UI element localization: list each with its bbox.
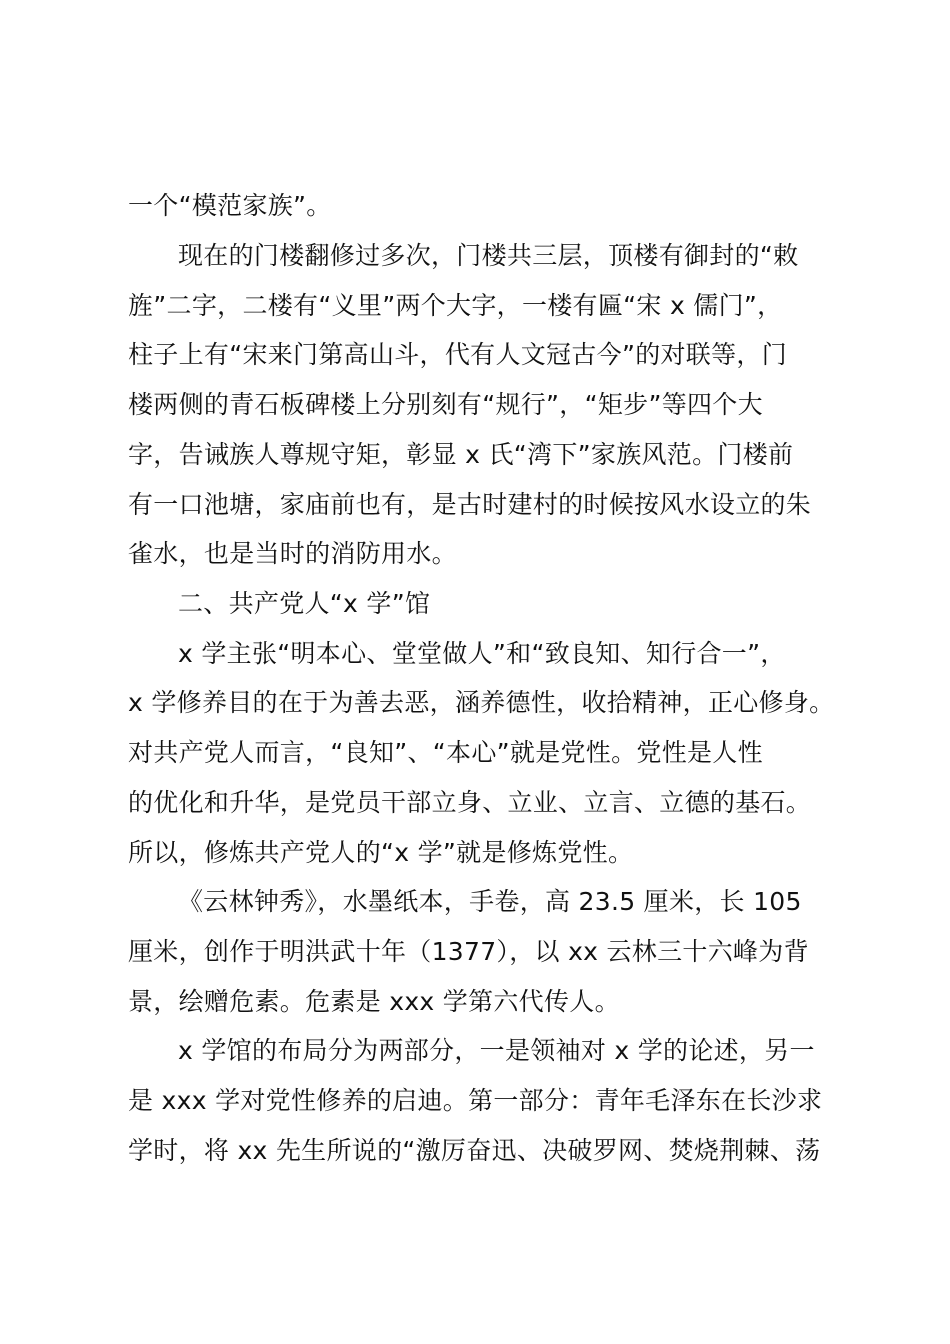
text-line-2: 现在的门楼翻修过多次，门楼共三层，顶楼有御封的“敕 (178, 241, 799, 270)
text-line-11: x 学修养目的在于为善去恶，涵养德性，收拾精神，正心修身。 (128, 688, 835, 717)
text-line-8: 雀水，也是当时的消防用水。 (128, 539, 457, 568)
text-line-17: 景，绘赠危素。危素是 xxx 学第六代传人。 (128, 987, 620, 1016)
text-line-10: x 学主张“明本心、堂堂做人”和“致良知、知行合一”， (178, 639, 786, 668)
text-line-7: 有一口池塘，家庙前也有，是古时建村的时候按风水设立的朱 (128, 490, 812, 519)
text-line-14: 所以，修炼共产党人的“x 学”就是修炼党性。 (128, 838, 634, 867)
section-heading: 二、共产党人“x 学”馆 (178, 589, 431, 618)
text-line-4: 柱子上有“宋来门第高山斗，代有人文冠古今”的对联等，门 (128, 340, 788, 369)
text-line-13: 的优化和升华，是党员干部立身、立业、立言、立德的基石。 (128, 788, 812, 817)
text-line-19: 是 xxx 学对党性修养的启迪。第一部分：青年毛泽东在长沙求 (128, 1086, 823, 1115)
text-line-18: x 学馆的布局分为两部分，一是领袖对 x 学的论述，另一 (178, 1036, 815, 1065)
text-line-1: 一个“模范家族”。 (128, 191, 332, 220)
text-line-16: 厘米，创作于明洪武十年（1377），以 xx 云林三十六峰为背 (128, 937, 809, 966)
text-line-15: 《云林钟秀》，水墨纸本，手卷，高 23.5 厘米，长 105 (178, 887, 802, 916)
text-line-20: 学时，将 xx 先生所说的“激厉奋迅、决破罗网、焚烧荆棘、荡 (128, 1136, 821, 1165)
text-line-3: 旌”二字，二楼有“义里”两个大字，一楼有匾“宋 x 儒门”， (128, 291, 783, 320)
text-line-6: 字，告诫族人尊规守矩，彰显 x 氏“湾下”家族风范。门楼前 (128, 440, 794, 469)
text-line-12: 对共产党人而言，“良知”、“本心”就是党性。党性是人性 (128, 738, 763, 767)
text-line-5: 楼两侧的青石板碑楼上分别刻有“规行”，“矩步”等四个大 (128, 390, 763, 419)
